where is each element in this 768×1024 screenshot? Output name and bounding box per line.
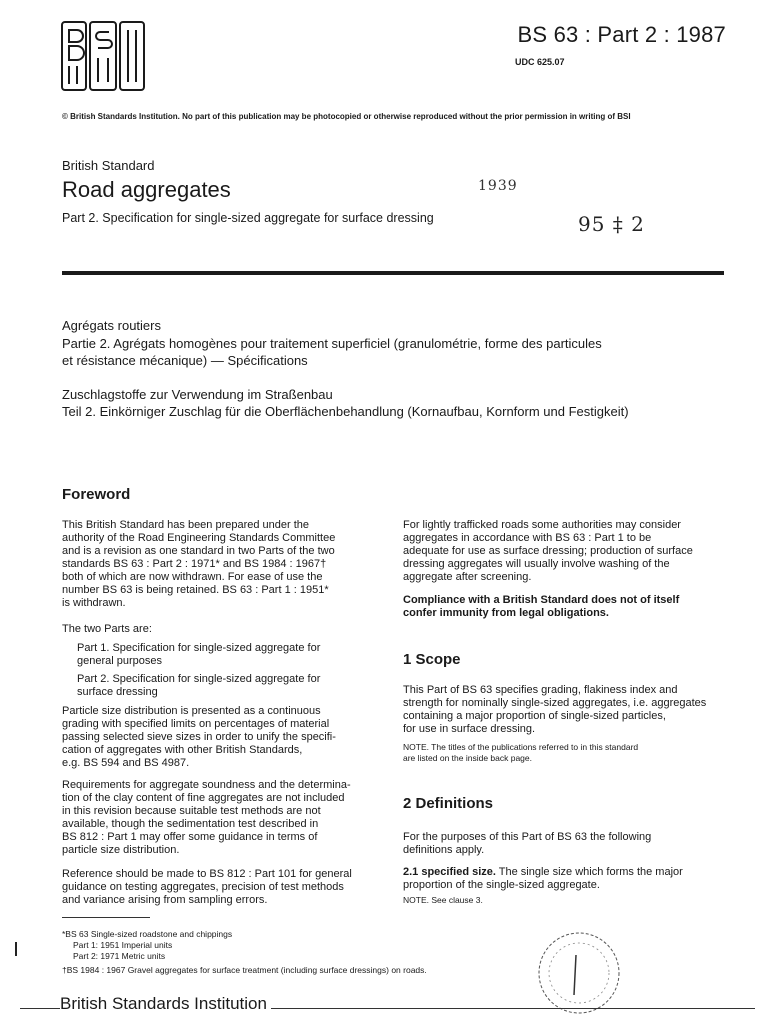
document-subtitle: Part 2. Specification for single-sized aggregate for surface dressing [62, 211, 434, 225]
text-line: adequate for use as surface dressing; production of surface [403, 545, 693, 557]
french-subtitle-line1: Partie 2. Agrégats homogènes pour traitement superficiel (granulométrie, forme des particules [62, 336, 602, 351]
compliance-statement [403, 594, 728, 620]
footnote-part2: Part 2: 1971 Metric units [73, 951, 166, 961]
definition-specified-size [403, 866, 728, 892]
text-line: and is a revision as one standard in two Parts of the two [62, 545, 335, 557]
title-rule [62, 271, 724, 275]
definitions-paragraph [403, 831, 728, 857]
copyright-notice: © British Standards Institution. No part of this publication may be photocopied or otherwise reproduced without the prior permission in writing of BSI [62, 112, 631, 121]
text-line: in this revision because suitable test methods are not [62, 805, 321, 817]
text-line: and variance arising from sampling errors. [62, 894, 268, 906]
footnote-bs63: *BS 63 Single-sized roadstone and chippings [62, 929, 233, 939]
term-text: The single size which forms the major [495, 866, 683, 878]
text-line: available, though the sedimentation test described in [62, 818, 319, 830]
foreword-paragraph-4 [62, 779, 392, 857]
definitions-note: NOTE. See clause 3. [403, 895, 483, 905]
part-1-item [77, 642, 320, 668]
text-line: cation of aggregates with other British Standards, [62, 744, 303, 756]
library-stamp-seal [524, 925, 634, 1015]
document-title: Road aggregates [62, 177, 231, 202]
text-line: BS 812 : Part 1 may offer some guidance in terms of [62, 831, 318, 843]
margin-mark [15, 942, 17, 956]
text-line: Compliance with a British Standard does not of itself [403, 594, 680, 606]
text-line: containing a major proportion of single-sized particles, [403, 710, 666, 722]
text-line: This Part of BS 63 specifies grading, flakiness index and [403, 684, 678, 696]
scope-note [403, 742, 728, 764]
text-line: general purposes [77, 655, 163, 667]
text-line: standards BS 63 : Part 2 : 1971* and BS 1984 : 1967† [62, 558, 327, 570]
foreword-right-paragraph-1 [403, 519, 728, 584]
french-title: Agrégats routiers [62, 318, 161, 333]
foreword-paragraph-1 [62, 519, 392, 610]
text-line: is withdrawn. [62, 597, 126, 609]
bsi-logo [60, 20, 146, 92]
text-line: for use in surface dressing. [403, 723, 536, 735]
text-line: particle size distribution. [62, 844, 180, 856]
text-line: e.g. BS 594 and BS 4987. [62, 757, 190, 769]
document-type-label: British Standard [62, 158, 155, 173]
text-line: strength for nominally single-sized aggregates, i.e. aggregates [403, 697, 707, 709]
foreword-paragraph-5 [62, 868, 392, 907]
text-line: Reference should be made to BS 812 : Part 101 for general [62, 868, 352, 880]
text-line: grading with specified limits on percentages of material [62, 718, 330, 730]
text-line: aggregate after screening. [403, 571, 532, 583]
part-2-item [77, 673, 320, 699]
scope-paragraph [403, 684, 728, 736]
text-line: are listed on the inside back page. [403, 753, 533, 763]
text-line: surface dressing [77, 686, 158, 698]
text-line: dressing aggregates will usually involve washing of the [403, 558, 670, 570]
footer-institution: British Standards Institution [60, 994, 271, 1014]
footnote-bs1984: †BS 1984 : 1967 Gravel aggregates for surface treatment (including surface dressings) on roads. [62, 965, 427, 975]
text-line: aggregates in accordance with BS 63 : Part 1 to be [403, 532, 652, 544]
term-label: 2.1 specified size. [403, 866, 496, 878]
footnote-rule [62, 917, 150, 918]
date-stamp: 1939 [478, 178, 518, 194]
text-line: both of which are now withdrawn. For ease of use the [62, 571, 323, 583]
text-line: authority of the Road Engineering Standards Committee [62, 532, 336, 544]
text-line: confer immunity from legal obligations. [403, 607, 609, 619]
text-line: passing selected sieve sizes in order to unify the specifi- [62, 731, 336, 743]
text-line: For the purposes of this Part of BS 63 the following [403, 831, 652, 843]
standard-number: BS 63 : Part 2 : 1987 [517, 22, 726, 47]
footnote-part1: Part 1: 1951 Imperial units [73, 940, 173, 950]
text-line: number BS 63 is being retained. BS 63 : Part 1 : 1951* [62, 584, 329, 596]
foreword-paragraph-2: The two Parts are: [62, 623, 152, 635]
text-line: guidance on testing aggregates, precision of test methods [62, 881, 344, 893]
foreword-heading: Foreword [62, 486, 131, 503]
scope-heading: 1 Scope [403, 651, 461, 668]
text-line: This British Standard has been prepared under the [62, 519, 310, 531]
text-line: NOTE. The titles of the publications referred to in this standard [403, 742, 639, 752]
text-line: tion of the clay content of fine aggregates are not included [62, 792, 345, 804]
text-line: For lightly trafficked roads some authorities may consider [403, 519, 681, 531]
definitions-heading: 2 Definitions [403, 795, 494, 812]
text-line: Part 2. Specification for single-sized aggregate for [77, 673, 321, 685]
text-line: proportion of the single-sized aggregate. [403, 879, 600, 891]
text-line: Part 1. Specification for single-sized aggregate for [77, 642, 321, 654]
german-title: Zuschlagstoffe zur Verwendung im Straßenbau [62, 387, 333, 402]
text-line [403, 866, 728, 879]
text-line: definitions apply. [403, 844, 485, 856]
udc-code: UDC 625.07 [515, 57, 565, 67]
foreword-paragraph-3 [62, 705, 392, 770]
text-line: Requirements for aggregate soundness and the determina- [62, 779, 351, 791]
german-subtitle: Teil 2. Einkörniger Zuschlag für die Oberflächenbehandlung (Kornaufbau, Kornform und Festigkeit) [62, 404, 629, 419]
text-line: Particle size distribution is presented as a continuous [62, 705, 321, 717]
french-subtitle-line2: et résistance mécanique) — Spécifications [62, 353, 308, 368]
catalogue-stamp: 95 ‡ 2 [578, 212, 645, 236]
